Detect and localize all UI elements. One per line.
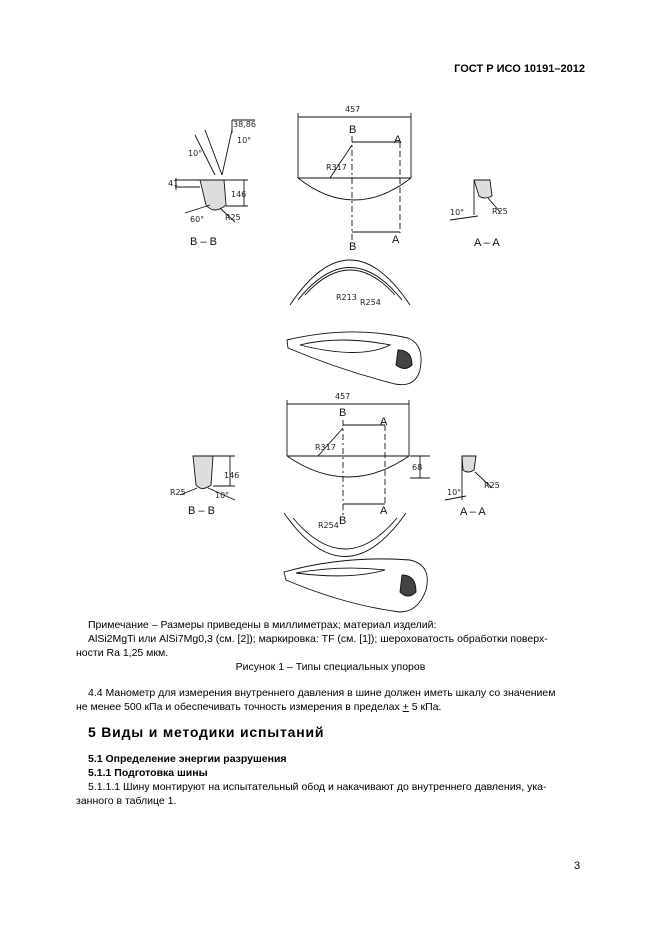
bottom-r25-right: R25 [484,481,500,490]
para-44-line-2 [76,700,588,714]
top-perspective [287,332,421,385]
document-header: ГОСТ Р ИСО 10191–2012 [454,63,585,75]
top-r254: R254 [360,298,381,307]
top-dim-146: 146 [231,190,247,199]
plus-minus-sign: + [402,701,409,713]
bottom-dim-68: 68 [412,463,423,472]
paragraph-4-4 [76,686,588,714]
top-bb-caption: B – B [190,236,217,248]
section-5-title: 5 Виды и методики испытаний [88,724,325,740]
top-r25-right: R25 [492,207,508,216]
top-r317: R317 [326,163,347,172]
bottom-aa-angle: 10° [447,488,462,497]
bottom-dim-width: 457 [335,392,351,401]
bottom-r25-left: R25 [170,488,186,497]
note-line-2: AlSi2MgTi или AlSi7Mg0,3 (см. [2]); маркировка: TF (см. [1]); шероховатость обработки поверх- [88,633,548,645]
top-label-a-top: A [394,134,402,146]
top-aa-angle: 10° [450,208,465,217]
figure-caption: Рисунок 1 – Типы специальных упоров [235,661,426,673]
note-line-3: ности Ra 1,25 мкм. [76,647,169,659]
top-r213: R213 [336,293,357,302]
top-angle-1: 10° [237,136,252,145]
paragraph-5-1-1-1 [76,780,588,808]
top-dim-width: 457 [345,105,361,114]
bottom-bb-caption: B – B [188,505,215,517]
top-aa-caption: A – A [474,237,500,249]
para-44-line-1: 4.4 Манометр для измерения внутреннего давления в шине должен иметь шкалу со значением [88,687,556,699]
para-44-line-2a: не менее 500 кПа и обеспечивать точность измерения в пределах [76,701,403,713]
bottom-aa-caption: A – A [460,506,486,518]
top-angle-2: 10° [188,149,203,158]
page-number: 3 [574,860,581,872]
bottom-perspective [284,559,427,612]
para-5111-line-1: 5.1.1.1 Шину монтируют на испытательный обод и накачивают до внутреннего давления, ука- [88,781,547,793]
top-dim-3886: 38,86 [233,120,256,129]
top-dim-41: 41 [168,179,179,188]
top-r25-left: R25 [225,213,241,222]
bottom-label-a-top: A [380,416,388,428]
bottom-label-b-top: B [339,407,347,419]
bottom-main-shape [287,400,430,515]
bottom-dim-146: 146 [224,471,240,480]
para-5111-line-2: занного в таблице 1. [76,795,177,807]
bottom-r317: R317 [315,443,336,452]
top-label-b-bottom: B [349,241,357,253]
section-5-1-1-title: 5.1.1 Подготовка шины [88,767,208,779]
section-5-1-title: 5.1 Определение энергии разрушения [88,753,287,765]
top-label-b-top: B [349,124,357,136]
figure-note [88,618,588,646]
note-line-1: Примечание – Размеры приведены в миллиметрах; материал изделий: [88,619,437,631]
bottom-angle-left: 10° [215,491,230,500]
bottom-r254: R254 [318,521,339,530]
top-label-a-bottom: A [392,234,400,246]
para-44-line-2b: 5 кПа. [408,701,442,713]
bottom-label-a-bottom: A [380,505,388,517]
top-angle-60: 60° [190,215,205,224]
bottom-label-b-bottom: B [339,515,347,527]
